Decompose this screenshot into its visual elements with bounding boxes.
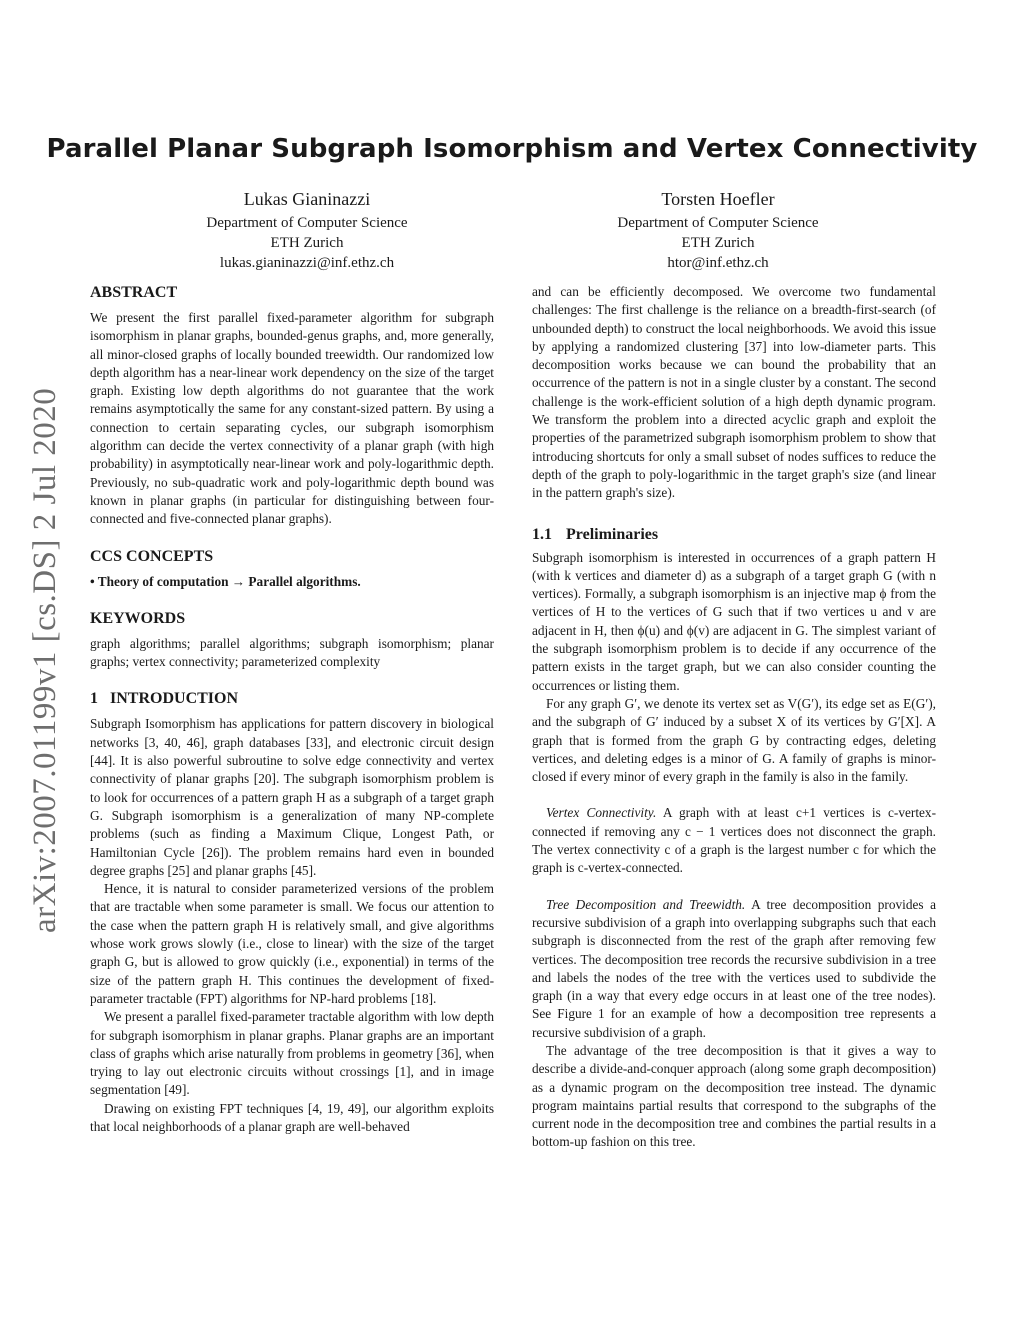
runin-body: A graph with at least c+1 vertices is c-vertex-connected if removing any c − 1 vertices does not disconnect the graph. The vertex connectivity c of a graph is the largest number c for which the graph is c-vertex-connected. [532,805,937,876]
tree-decomposition-paragraph [532,896,936,1042]
ccs-heading: CCS CONCEPTS [90,547,214,565]
intro-heading [90,689,494,709]
author-email: lukas.gianinazzi@inf.ethz.ch [219,255,395,271]
vertex-connectivity-paragraph [532,804,936,877]
keywords-text: graph algorithms; parallel algorithms; subgraph isomorphism; planar graphs; vertex connectivity; parameterized complexity [90,635,494,670]
author-dept: Department of Computer Science [206,215,408,231]
intro-paragraph-1: Subgraph Isomorphism has applications for pattern discovery in biological networks [3, 40, 46], graph databases [33], and electronic circuit design [44]. It is also powerful subroutine to solve edge connectivity and vertex connectivity of planar graphs [20]. The subgraph isomorphism problem is to look for occurrences of a pattern graph H as a subgraph of a target graph G. Subgraph isomorphism is a generalization of many NP-complete problems (such as finding a Maximum Clique, Longest Path, or Hamiltonian Cycle [26]). The problem remains hard even in bounded degree graphs [25] and planar graphs [45]. [90,716,494,878]
author-dept: Department of Computer Science [617,215,819,231]
ccs-item: • Theory of computation → Parallel algorithms. [90,573,361,589]
runin-title: Vertex Connectivity. [546,805,657,821]
tree-decomposition-paragraph-2: The advantage of the tree decomposition is that it gives a way to describe a divide-and-conquer approach (along some graph decomposition) as a dynamic program on the decomposition tree instead. The dynamic program maintains partial results that correspond to the subgraphs of the current node in the decomposition tree and combines the partial results in a bottom-up fashion on this tree. [532,1042,936,1150]
left-column [90,283,494,1136]
intro-paragraph-3: We present a parallel fixed-parameter tractable algorithm with low depth for subgraph isomorphism in planar graphs. Planar graphs are an important class of graphs which arise naturally from problems in geometry [36], when trying to lay out electronic circuits without crossings [1], and in image segmentation [49]. [90,1009,494,1098]
abstract-heading: ABSTRACT [90,284,178,301]
intro-continuation: and can be efficiently decomposed. We overcome two fundamental challenges: The first challenge is the reliance on a breadth-first-search (of unbounded depth) to construct the local neighborhoods. We avoid this issue by applying a randomized clustering [37] into low-diameter parts. This decomposition works because we can bound the probability that an occurrence of the pattern is not in a single cluster by a constant. The second challenge is the work-efficient solution of a high depth dynamic program. We transform the problem into a directed acyclic graph and exploit the properties of the parametrized subgraph isomorphism problem to show that introducing shortcuts for only a small subset of nodes suffices to reduce the depth of the graph to poly-logarithmic in the target graph's size (and linear in the pattern graph's size). [532,284,936,501]
preliminaries-heading [532,525,936,545]
author-inst: ETH Zurich [270,235,344,251]
section-title: INTRODUCTION [110,690,239,708]
arxiv-stamp [27,378,67,933]
right-column [532,283,936,1152]
prelim-paragraph-1: Subgraph isomorphism is interested in occurrences of a graph pattern H (with k vertices and diameter d) as a subgraph of a target graph G (with n vertices). Formally, a subgraph isomorphism is an injective map ϕ from the vertices of H to the vertices of G such that if two vertices u and v are adjacent in H, then ϕ(u) and ϕ(v) are adjacent in G. The simplest variant of the subgraph isomorphism problem is to decide if any occurrence of the pattern exists in the target graph, but we can also consider counting the occurrences or listing them. [532,549,936,693]
author-name: Lukas Gianinazzi [243,189,371,209]
arxiv-id: arXiv:2007.01199v1 [cs.DS] 2 Jul 2020 [27,387,63,933]
author-email: htor@inf.ethz.ch [667,255,769,271]
author-block-1 [137,187,477,273]
keywords-heading: KEYWORDS [90,609,186,627]
paper-title: Parallel Planar Subgraph Isomorphism and Vertex Connectivity [46,134,978,164]
subsection-number: 1.1 [532,525,552,543]
section-number: 1 [90,690,98,708]
author-name: Torsten Hoefler [661,189,775,209]
author-block-2 [548,187,888,273]
runin-title: Tree Decomposition and Treewidth. [546,896,746,912]
runin-body: A tree decomposition provides a recursive subdivision of a graph into overlapping subgraphs such that each subgraph is disconnected from the rest of the graph after removing few vertices. The decomposition tree records the recursive subdivision in a tree and labels the nodes of the tree with the vertices used to subdivide the graph (in a way that every edge occurs in at least one of the tree nodes). See Figure 1 for an example of how a decomposition tree represents a recursive subdivision of a graph. [532,896,936,1040]
prelim-paragraph-2: For any graph G′, we denote its vertex set as V(G′), its edge set as E(G′), and the subgraph of G′ induced by a subset X of its vertices by G′[X]. A graph that is formed from the graph G by contracting edges, deleting vertices, and deleting edges is a minor of G. A family of graphs is minor-closed if every minor of every graph in the family is also in the family. [532,695,936,785]
intro-paragraph-4: Drawing on existing FPT techniques [4, 19, 49], our algorithm exploits that local neighborhoods of a planar graph are well-behaved [90,1100,494,1134]
subsection-title: Preliminaries [566,525,659,543]
abstract-text: We present the first parallel fixed-parameter algorithm for subgraph isomorphism in planar graphs, bounded-genus graphs, and, more generally, all minor-closed graphs of locally bounded treewidth. Our randomized low depth algorithm has a near-linear work dependency on the size of the target graph. Existing low depth algorithms do not guarantee that the work remains asymptotically the same for any constant-sized pattern. By using a connection to certain separating cycles, our subgraph isomorphism algorithm can decide the vertex connectivity of a planar graph (with high probability) in asymptotically near-linear work and poly-logarithmic depth. Previously, no sub-quadratic work and poly-logarithmic depth bound was known in planar graphs (in particular for distinguishing between four-connected and five-connected planar graphs). [90,310,494,527]
intro-paragraph-2: Hence, it is natural to consider parameterized versions of the problem that are tractable when some parameter is small. We focus our attention to the case when the pattern graph H is relatively small, and give algorithms whose work grows slowly (i.e., close to linear) with the size of the target graph G, but is allowed to grow quickly (i.e., exponential) in terms of the size of the pattern graph H. This continues the development of fixed-parameter tractable (FPT) algorithms for NP-hard problems [18]. [90,881,494,1006]
author-inst: ETH Zurich [681,235,755,251]
